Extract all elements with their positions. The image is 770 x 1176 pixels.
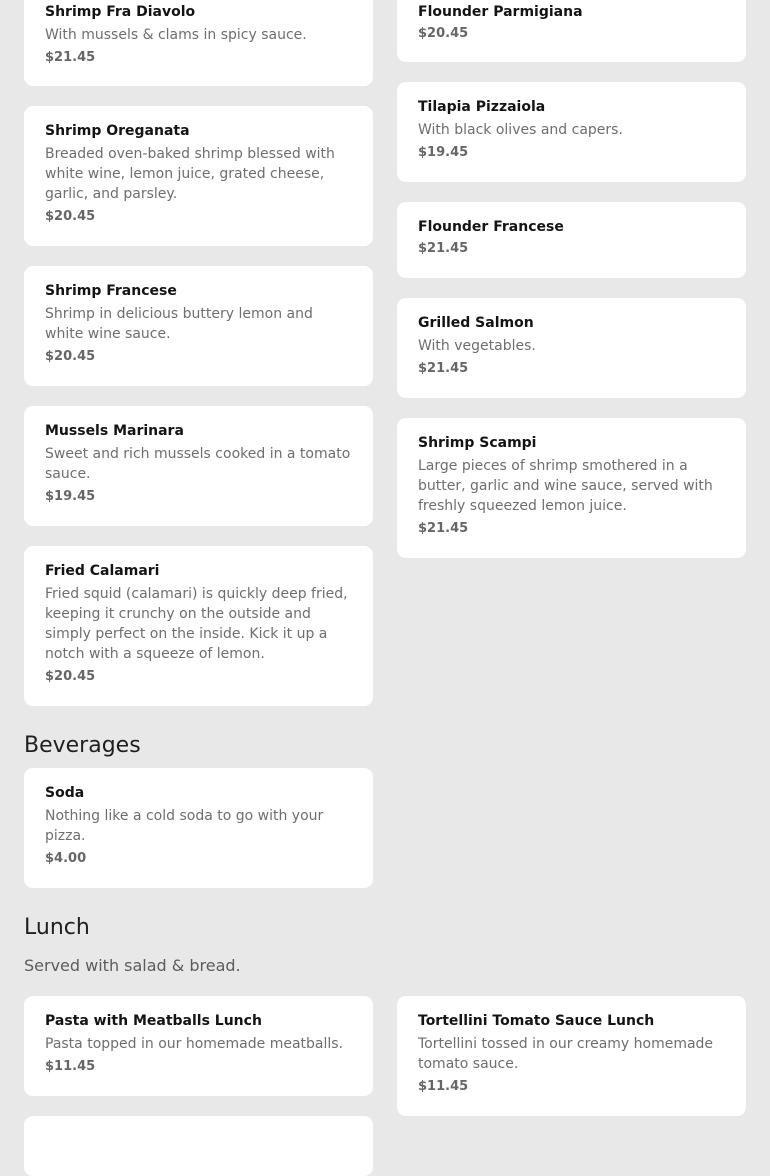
item-name: Soda	[45, 785, 85, 801]
menu-item-card[interactable]	[397, 202, 746, 278]
item-description: Nothing like a cold soda to go with your pizza.	[45, 808, 324, 844]
item-description: With black olives and capers.	[418, 122, 623, 138]
item-name: Tilapia Pizzaiola	[418, 99, 546, 115]
menu-item-card[interactable]	[397, 996, 746, 1116]
item-name: Shrimp Fra Diavolo	[45, 4, 196, 20]
item-price: $11.45	[418, 1079, 469, 1094]
item-price: $11.45	[45, 1059, 96, 1074]
item-price: $20.45	[45, 669, 96, 684]
section-subtitle-lunch: Served with salad & bread.	[24, 956, 241, 975]
item-name: Pasta with Meatballs Lunch	[45, 1013, 262, 1029]
section-title-lunch: Lunch	[24, 915, 90, 940]
menu-item-card[interactable]	[397, 418, 746, 558]
menu-item-card[interactable]	[24, 0, 373, 86]
item-description: Large pieces of shrimp smothered in a butter, garlic and wine sauce, served with freshly squeezed lemon juice.	[418, 458, 713, 514]
item-name: Shrimp Scampi	[418, 435, 537, 451]
menu-item-card[interactable]	[24, 266, 373, 386]
menu-item-card[interactable]	[24, 1116, 373, 1176]
item-price: $20.45	[418, 26, 469, 41]
section-title-beverages: Beverages	[24, 733, 141, 758]
menu-item-card[interactable]	[24, 996, 373, 1096]
item-name: Mussels Marinara	[45, 423, 184, 439]
item-description: Shrimp in delicious buttery lemon and white wine sauce.	[45, 306, 313, 342]
item-price: $19.45	[45, 489, 96, 504]
item-price: $21.45	[418, 521, 469, 536]
item-description: Breaded oven-baked shrimp blessed with white wine, lemon juice, grated cheese, garlic, and parsley.	[45, 146, 335, 202]
item-price: $20.45	[45, 209, 96, 224]
menu-item-card[interactable]	[24, 768, 373, 888]
item-description: Pasta topped in our homemade meatballs.	[45, 1036, 344, 1052]
item-price: $21.45	[418, 241, 469, 256]
item-price: $19.45	[418, 145, 469, 160]
item-name: Flounder Francese	[418, 219, 564, 235]
menu-item-card[interactable]	[24, 546, 373, 706]
menu-item-card[interactable]	[24, 106, 373, 246]
item-name: Tortellini Tomato Sauce Lunch	[418, 1013, 655, 1029]
item-name: Flounder Parmigiana	[418, 4, 583, 20]
item-name: Shrimp Francese	[45, 283, 177, 299]
item-description: With vegetables.	[418, 338, 536, 354]
item-description: Tortellini tossed in our creamy homemade tomato sauce.	[418, 1036, 714, 1072]
item-description: Sweet and rich mussels cooked in a tomato sauce.	[45, 446, 351, 482]
item-price: $20.45	[45, 349, 96, 364]
item-description: With mussels & clams in spicy sauce.	[45, 27, 307, 43]
item-name: Grilled Salmon	[418, 315, 534, 331]
item-price: $4.00	[45, 851, 87, 866]
menu-item-card[interactable]	[397, 82, 746, 182]
menu-item-card[interactable]	[397, 0, 746, 62]
item-description: Fried squid (calamari) is quickly deep fried, keeping it crunchy on the outside and simply perfect on the inside. Kick it up a notch with a squeeze of lemon.	[45, 586, 348, 662]
item-price: $21.45	[45, 50, 96, 65]
item-name: Fried Calamari	[45, 563, 160, 579]
item-price: $21.45	[418, 361, 469, 376]
menu-item-card[interactable]	[24, 406, 373, 526]
menu-item-card[interactable]	[397, 298, 746, 398]
item-name: Shrimp Oreganata	[45, 123, 190, 139]
